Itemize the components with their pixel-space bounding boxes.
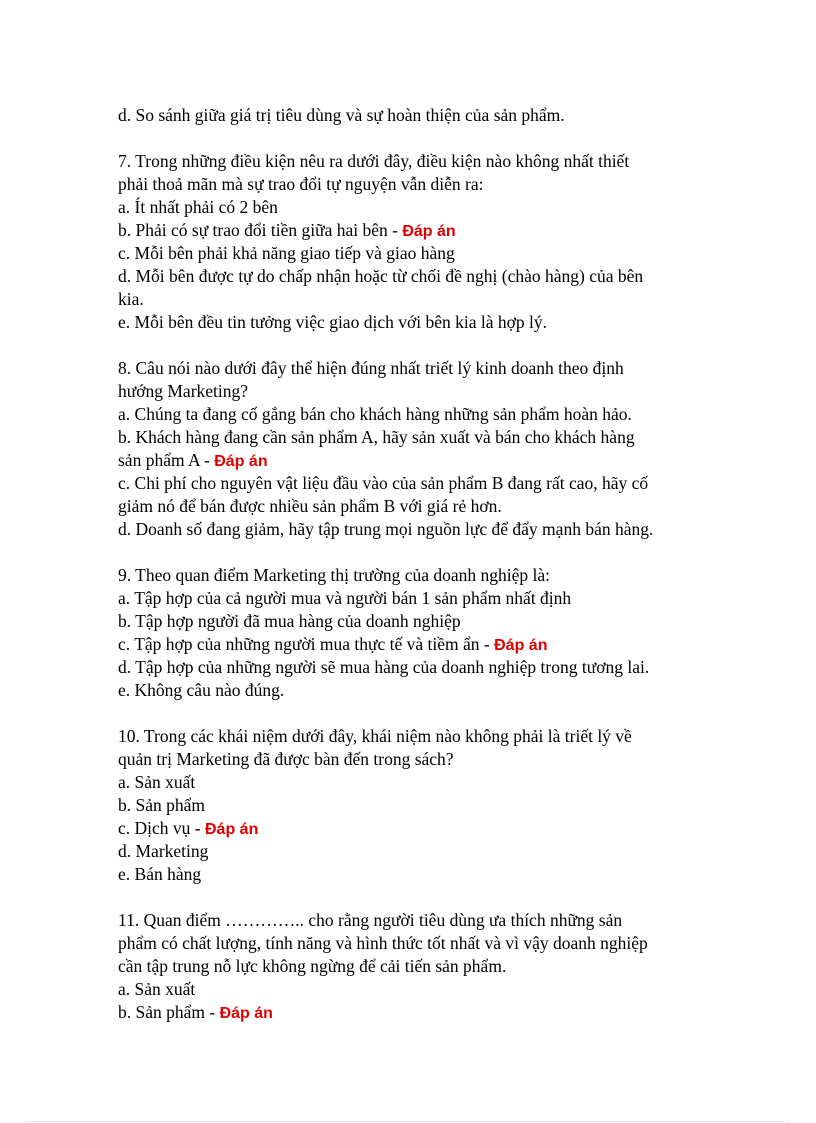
- question-8: [118, 357, 708, 541]
- option-b: b. Khách hàng đang cần sản phẩm A, hãy sản xuất và bán cho khách hàng: [118, 427, 635, 447]
- option-e: e. Không câu nào đúng.: [118, 680, 285, 700]
- answer-marker: Đáp án: [402, 223, 456, 240]
- spacer: [118, 334, 708, 357]
- option-b: [118, 219, 708, 242]
- option-a: a. Sản xuất: [118, 979, 196, 999]
- page-bottom-divider: [26, 1121, 790, 1122]
- option-text: sản phẩm A -: [118, 450, 215, 470]
- answer-marker: Đáp án: [219, 1005, 273, 1022]
- option-b: b. Sản phẩm: [118, 795, 206, 815]
- option-c-continued: giảm nó để bán được nhiều sản phẩm B với giá rẻ hơn.: [118, 496, 502, 516]
- spacer: [118, 541, 708, 564]
- question-text: 8. Câu nói nào dưới đây thể hiện đúng nhất triết lý kinh doanh theo định: [118, 358, 624, 378]
- question-text: phải thoả mãn mà sự trao đổi tự nguyện vẫn diễn ra:: [118, 174, 484, 194]
- question-9: [118, 564, 708, 702]
- option-text: b. Sản phẩm -: [118, 1002, 220, 1022]
- option-text: c. Dịch vụ -: [118, 818, 205, 838]
- option-c: [118, 817, 708, 840]
- question-text: cần tập trung nỗ lực không ngừng để cải tiến sản phẩm.: [118, 956, 507, 976]
- option-c: c. Mỗi bên phải khả năng giao tiếp và giao hàng: [118, 243, 455, 263]
- option-e: e. Bán hàng: [118, 864, 202, 884]
- question-10: [118, 725, 708, 886]
- question-text: hướng Marketing?: [118, 381, 249, 401]
- answer-marker: Đáp án: [214, 453, 268, 470]
- document-page: [118, 104, 708, 1024]
- option-b: [118, 1001, 708, 1024]
- option-a: a. Sản xuất: [118, 772, 196, 792]
- question-text: 9. Theo quan điểm Marketing thị trường của doanh nghiệp là:: [118, 565, 550, 585]
- question-text: quản trị Marketing đã được bàn đến trong sách?: [118, 749, 454, 769]
- spacer: [118, 702, 708, 725]
- question-text: phẩm có chất lượng, tính năng và hình thức tốt nhất và vì vậy doanh nghiệp: [118, 933, 648, 953]
- option-a: a. Ít nhất phải có 2 bên: [118, 197, 278, 217]
- option-text: b. Phải có sự trao đổi tiền giữa hai bên -: [118, 220, 403, 240]
- option-d: d. Mỗi bên được tự do chấp nhận hoặc từ chối đề nghị (chào hàng) của bên: [118, 266, 644, 286]
- question-text: 7. Trong những điều kiện nêu ra dưới đây, điều kiện nào không nhất thiết: [118, 151, 630, 171]
- option-d: d. Marketing: [118, 841, 209, 861]
- option-b: b. Tập hợp người đã mua hàng của doanh nghiệp: [118, 611, 461, 631]
- spacer: [118, 127, 708, 150]
- option-c: [118, 633, 708, 656]
- answer-marker: Đáp án: [205, 821, 259, 838]
- question-text: 11. Quan điểm ………….. cho rằng người tiêu dùng ưa thích những sản: [118, 910, 623, 930]
- option-a: a. Tập hợp của cả người mua và người bán 1 sản phẩm nhất định: [118, 588, 572, 608]
- question-11: [118, 909, 708, 1024]
- option-e: e. Mỗi bên đều tin tưởng việc giao dịch với bên kia là hợp lý.: [118, 312, 547, 332]
- option-text: c. Tập hợp của những người mua thực tế và tiềm ẩn -: [118, 634, 495, 654]
- carry-over-option: d. So sánh giữa giá trị tiêu dùng và sự hoàn thiện của sản phẩm.: [118, 105, 565, 125]
- option-b-continued: [118, 449, 708, 472]
- answer-marker: Đáp án: [494, 637, 548, 654]
- question-7: [118, 150, 708, 334]
- option-a: a. Chúng ta đang cố gắng bán cho khách hàng những sản phẩm hoàn hảo.: [118, 404, 632, 424]
- option-d: d. Doanh số đang giảm, hãy tập trung mọi nguồn lực để đẩy mạnh bán hàng.: [118, 519, 654, 539]
- question-text: 10. Trong các khái niệm dưới đây, khái niệm nào không phải là triết lý về: [118, 726, 632, 746]
- option-c: c. Chi phí cho nguyên vật liệu đầu vào của sản phẩm B đang rất cao, hãy cố: [118, 473, 649, 493]
- option-d: d. Tập hợp của những người sẽ mua hàng của doanh nghiệp trong tương lai.: [118, 657, 650, 677]
- option-d-continued: kia.: [118, 289, 144, 309]
- spacer: [118, 886, 708, 909]
